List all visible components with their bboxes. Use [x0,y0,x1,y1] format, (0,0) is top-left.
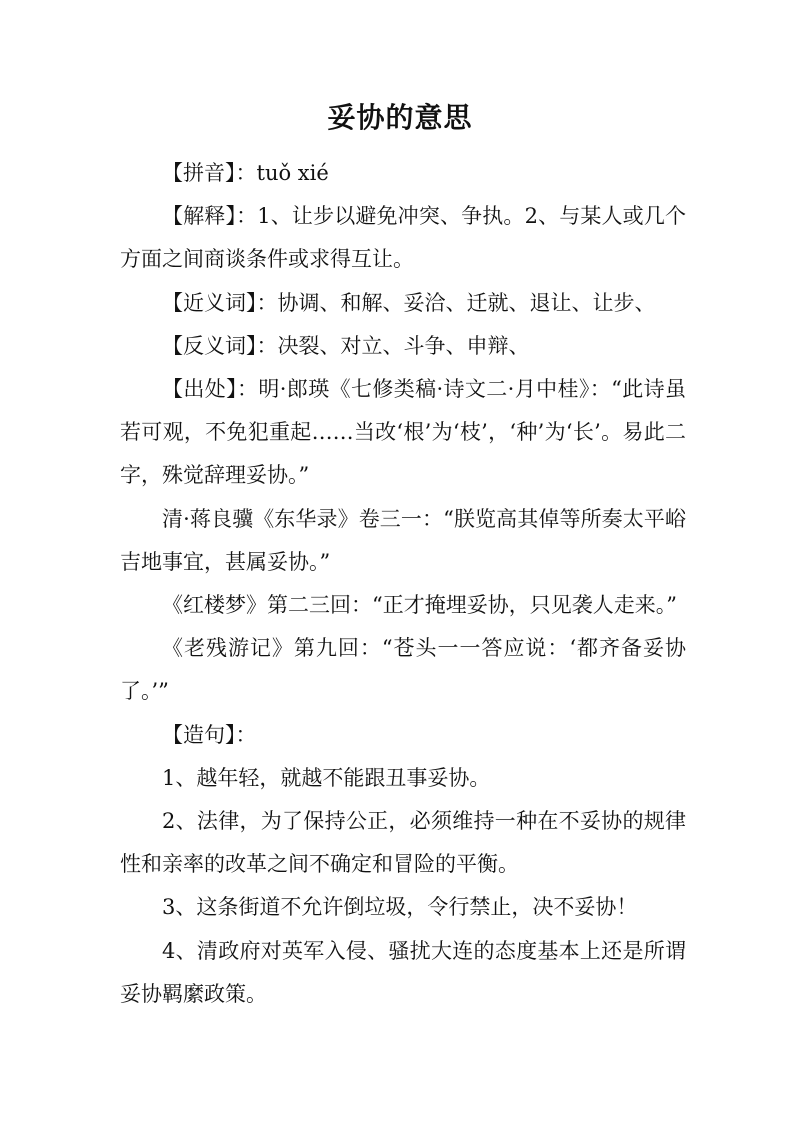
source-quote-donghualu: 清·蒋良骥《东华录》卷三一：“朕览高其倬等所奏太平峪吉地事宜，甚属妥协。” [120,506,686,574]
definition-paragraph: 【解释】：1、让步以避免冲突、争执。2、与某人或几个方面之间商谈条件或求得互让。 [120,204,686,272]
document-body [120,152,686,1016]
example-sentence-2: 2、法律，为了保持公正，必须维持一种在不妥协的规律性和亲率的改革之间不确定和冒险的平衡。 [120,809,686,877]
source-paragraph: 【出处】：明·郎瑛《七修类稿·诗文二·月中桂》：“此诗虽若可观，不免犯重起……当改‘根’为‘枝’，‘种’为‘长’。易此二字，殊觉辞理妥协。” [120,377,686,488]
pinyin-line: 【拼音】：tuǒ xié [162,161,329,185]
synonyms-line: 【近义词】：协调、和解、妥洽、迁就、退让、让步、 [162,290,656,315]
example-sentence-1: 1、越年轻，就越不能跟丑事妥协。 [162,765,491,790]
source-quote-laocanyouji: 《老残游记》第九回：“苍头一一答应说：‘都齐备妥协了。’” [120,636,686,704]
example-sentence-3: 3、这条街道不允许倒垃圾，令行禁止，决不妥协！ [162,895,638,920]
source-quote-hongloumeng: 《红楼梦》第二三回：“正才掩埋妥协，只见袭人走来。” [162,593,677,618]
example-sentence-4: 4、清政府对英军入侵、骚扰大连的态度基本上还是所谓妥协羁縻政策。 [120,938,686,1006]
antonyms-line: 【反义词】：决裂、对立、斗争、申辩、 [162,333,530,358]
page-title: 妥协的意思 [327,101,473,134]
example-sentences-heading: 【造句】： [162,722,257,747]
